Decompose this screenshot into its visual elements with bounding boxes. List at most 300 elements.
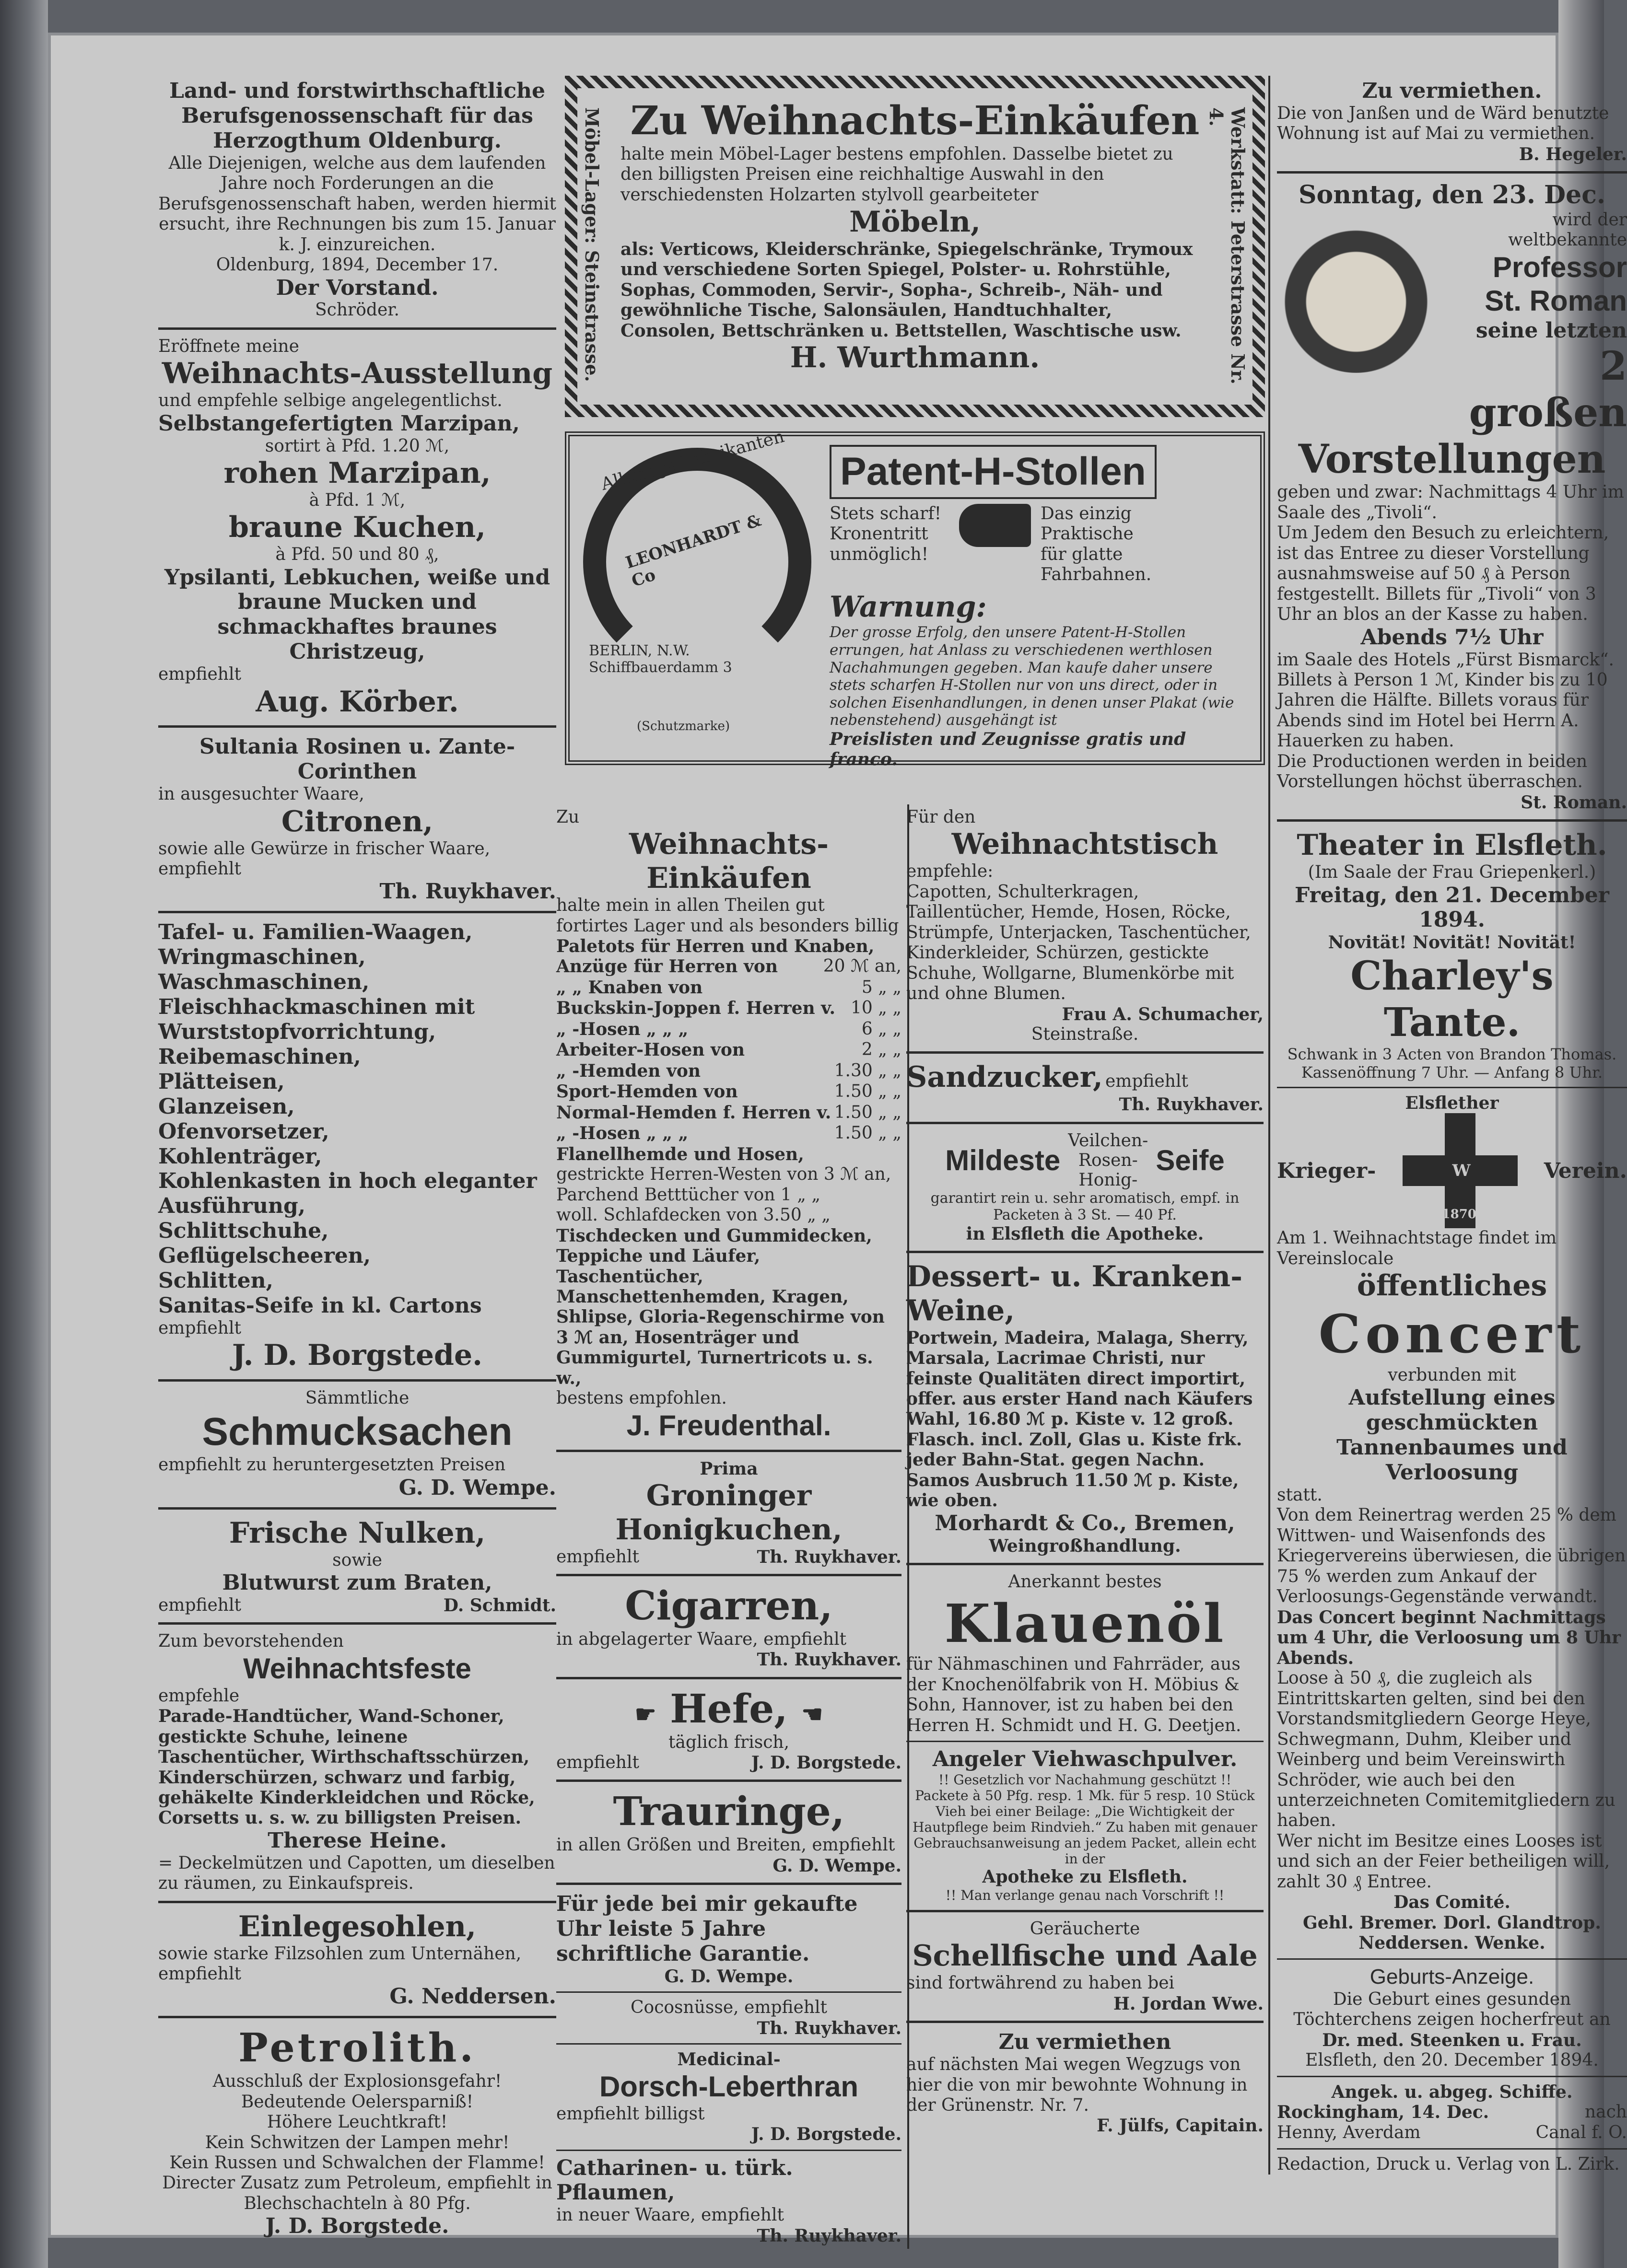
item: Geflügelscheeren, [158,1244,371,1268]
divider [906,1563,1264,1565]
price-row [556,1123,901,1144]
ad-signature: J. D. Borgstede. [751,1753,901,1773]
price-item: Arbeiter-Hosen von [556,1040,745,1060]
ad-neddersen [158,1910,556,2010]
ad-line: Höhere Leuchtkraft! [267,2112,448,2132]
price-row [556,998,901,1019]
ad-headline: Sonntag, den 23. Dec. [1299,180,1605,210]
ad-headline: Schmucksachen [202,1409,513,1454]
ad-uhr-garantie [556,1892,901,1987]
ad-signature: Steinstraße. [1031,1024,1139,1045]
ad-line: Sämmtliche [305,1388,410,1408]
price-item: Sport-Hemden von [556,1082,738,1102]
ad-line: Apotheke zu Elsfleth. [982,1867,1188,1887]
ad-headline: rohen Marzipan, [223,456,491,490]
item: Fleischhackmaschinen mit Wurststopfvorrichtung, [158,995,475,1044]
ad-line [556,1547,901,1567]
ad-headline: Selbstangefertigten Marzipan, [158,411,520,436]
ad-line: Novität! Novität! Novität! [1328,932,1576,953]
ad-trauringe [556,1789,901,1876]
ad-headline: öffentliches [1357,1269,1547,1303]
item: Sanitas-Seife in kl. Cartons [158,1293,482,1318]
ad-signature: Schröder. [315,300,399,320]
pointing-hand-icon: ☛ [634,1699,656,1728]
ad-headline: Seife [1156,1144,1225,1176]
ad-line: verbunden mit [1388,1365,1516,1385]
divider [1277,171,1627,174]
ad-line: Paletots für Herren und Knaben, [556,936,875,956]
ad-headline: Weihnachtstisch [951,827,1218,861]
ad-headline: Weihnachtsfeste [243,1652,471,1685]
ad-hefe [556,1686,901,1773]
ad-line: empfiehlt [158,664,241,685]
ad-headline: Weihnachts-Ausstellung [162,357,553,391]
ad-line: sowie alle Gewürze in frischer Waare, empfiehlt [158,838,491,879]
ad-signature: H. Wurthmann. [790,341,1040,375]
ad-headline: Vorstellungen [1298,436,1606,482]
price-row [556,1019,901,1040]
price-value: 20 ℳ an, [823,956,901,977]
ad-signature: J. D. Borgstede. [751,2124,901,2145]
divider [158,1901,556,1903]
ad-honigkuchen [556,1459,901,1568]
ad-petrolith [158,2025,556,2239]
ad-line: Bedeutende Oelersparniß! [241,2092,474,2112]
ad-signature: F. Jülfs, Capitain. [1097,2116,1264,2136]
ad-headline: Für jede bei mir gekaufte Uhr leiste 5 Jahre schriftliche Garantie. [556,1892,858,1966]
ad-line: gestrickte Herren-Westen von 3 ℳ an, [556,1164,891,1185]
ad-body: Von dem Reinertrag werden 25 % dem Wittwen- und Waisenfonds des Kriegervereins überwiesen, die übrigen 75 % werden zum Ankauf der Verloosungs-Gegenstände verwandt. [1277,1505,1626,1607]
price-value: 1.50 „ „ [834,1082,901,1102]
ship-name: Henny, Averdam [1277,2123,1421,2143]
divider [158,911,556,913]
seife-heading [906,1131,1264,1190]
brand-name: LEONHARDT & Co [623,511,764,591]
ad-seife [906,1131,1264,1244]
ad-schumacher [906,807,1264,1045]
shipping-news [1277,2082,1627,2143]
ad-line: halte mein in allen Theilen gut fortirtes Lager und als besonders billig [556,896,899,936]
divider [158,1379,556,1382]
newspaper-page [48,33,1627,2246]
krieger-heading [1277,1113,1627,1228]
ad-body: Die Productionen werden in beiden Vorstellungen höchst überraschen. [1277,751,1588,792]
divider [1277,2148,1627,2150]
ad-line: Elsfleth, den 20. December 1894. [1305,2050,1599,2070]
ad-body: Das Concert beginnt Nachmittags um 4 Uhr, die Verloosung um 8 Uhr Abends. [1277,1607,1621,1668]
ad-headline: Geburts-Anzeige. [1369,1965,1534,1989]
ad-headline: Mildeste [945,1144,1061,1176]
ad-line: Geräucherte [1030,1919,1140,1939]
price-row [556,1061,901,1082]
ad-signature: Th. Ruykhaver. [757,1650,901,1670]
ad-headline: Angek. u. abgeg. Schiffe. [1331,2082,1573,2102]
ad-line: Parchend Betttücher von 1 „ „ [556,1185,820,1205]
ad-body: Portwein, Madeira, Malaga, Sherry, Marsala, Lacrimae Christi, nur feinste Qualitäten direct importirt, offer. aus erster Hand nach Käufers Wahl, 16.80 ℳ p. Kiste v. 12 groß. Flasch. incl. Zoll, Glas u. Kiste frk. jeder Bahn-Stat. gegen Nachn. Samos Ausbruch 11.50 ℳ p. Kiste, wie oben. [906,1327,1253,1511]
ad-line: Weingroßhandlung. [989,1535,1181,1556]
ad-line: BERLIN, N.W. Schiffbauerdamm 3 [589,642,732,676]
ad-line: Preislisten und Zeugnisse gratis und franco. [830,729,1186,770]
ad-line: empfiehlt [158,1318,241,1338]
divider [906,1122,1264,1124]
divider [158,1507,556,1510]
ad-wempe-schmuck [158,1388,556,1500]
ad-line: empfiehlt [158,1595,241,1615]
price-row [556,1103,901,1123]
divider [1277,819,1627,822]
ad-line: in ausgesuchter Waare, [158,784,364,804]
ad-signature: Dr. med. Steenken u. Frau. [1322,2030,1582,2050]
ad-body: halte mein Möbel-Lager bestens empfohlen. Dasselbe bietet zu den billigsten Preisen eine reichhaltige Auswahl in den verschiedensten Holzarten stylvoll gearbeiteter [620,144,1173,205]
ad-line: Directer Zusatz zum Petroleum, empfiehlt in Blechschachteln à 80 Pfg. [162,2173,552,2213]
price-value: 6 „ „ [861,1019,901,1039]
ad-headline: Sandzucker, [906,1060,1103,1094]
ad-headline: Angeler Viehwaschpulver. [932,1747,1238,1772]
ad-headline: Sultania Rosinen u. Zante-Corinthen [199,734,515,784]
ad-line: Ypsilanti, Lebkuchen, weiße und braune Mucken und schmackhaftes braunes Christzeug, [164,565,550,664]
ad-line: Prima [700,1458,758,1479]
seife-kinds [1068,1131,1148,1190]
ad-line: (Schutzmarke) [637,719,730,733]
ad-headline: Cigarren, [625,1583,833,1629]
ad-kriegerverein [1277,1093,1627,1954]
ad-schmidt-nulken [158,1516,556,1616]
item: Plätteisen, [158,1069,285,1094]
ad-signature: G. D. Wempe. [664,1966,794,1987]
ad-ruykhaver-rosinen [158,734,556,904]
ad-line: empfehle: [906,861,994,882]
ad-line: Cocosnüsse, empfiehlt [630,1998,827,2018]
imprint: Redaction, Druck u. Verlag von L. Zirk. [1277,2154,1620,2174]
column-3 [1268,76,1627,2175]
divider [1277,2076,1627,2077]
ad-berufsgenossenschaft [158,79,556,321]
divider [158,1622,556,1625]
ad-line: (Im Saale der Frau Griepenkerl.) [1308,862,1596,883]
price-table [556,956,901,1144]
iron-cross-icon [1403,1113,1518,1228]
ad-headline: Schellfische und Aale [912,1939,1258,1973]
ad-signature: Gehl. Bremer. Dorl. Glandtrop. Neddersen. Wenke. [1303,1912,1601,1954]
ad-cocosnuesse [556,1998,901,2038]
ad-body: Loose à 50 ₰, die zugleich als Eintrittskarten gelten, sind bei den Vorstandsmitgliedern George Heye, Schwegmann, Duhm, Kleiber und Weinberg und beim Vereinswirth Schröder, wie auch bei den unterzeichneten Comitemitgliedern zu haben. [1277,1668,1615,1831]
ad-line: wird der weltbekannte [1508,209,1627,250]
column-2a [556,804,909,2249]
price-item: Normal-Hemden f. Herren v. [556,1102,831,1123]
ad-headline: Zu Weihnachts-Einkäufen [630,98,1200,144]
ad-headline: Einlegesohlen, [238,1909,477,1943]
divider [556,1991,901,1993]
ad-line: woll. Schlafdecken von 3.50 „ „ [556,1205,831,1225]
ad-headline: Zu vermiethen. [1362,79,1542,103]
ad-headline: Blutwurst zum Braten, [222,1570,492,1595]
ad-signature: G. D. Wempe. [398,1475,556,1500]
ad-signature: Frau A. Schumacher, [1062,1004,1264,1024]
price-value: 1.30 „ „ [834,1060,901,1081]
divider [556,2150,901,2151]
portrait-illustration [1277,215,1435,373]
ad-line: empfiehlt [1105,1071,1188,1092]
ad-leonhardt [565,426,1265,770]
ad-line: sowie [332,1550,382,1570]
price-value: 1.50 „ „ [834,1123,901,1143]
ad-line: empfiehlt [556,1547,639,1567]
ad-geburt [1277,1965,1627,2071]
price-row [556,956,901,977]
ad-line: in neuer Waare, empfiehlt [556,2205,784,2225]
ad-line: sowie starke Filzsohlen zum Unternähen, empfiehlt [158,1943,522,1984]
ad-line: bestens empfohlen. [556,1388,727,1408]
ad-viehwaschpulver [906,1747,1264,1903]
divider [906,1741,1264,1742]
ad-line: Flanellhemde und Hosen, [556,1144,804,1164]
divider [158,2016,556,2018]
ad-headline: 2 großen [1469,343,1627,436]
side-label: Werkstatt: Peterstrasse Nr. 4. [1206,107,1249,384]
ad-headline: Möbeln, [849,205,981,239]
divider [556,1780,901,1782]
ad-line: empfiehlt zu heruntergesetzten Preisen [158,1455,506,1475]
ad-body: Die Geburt eines gesunden Töchterchens zeigen hocherfreut an [1293,1989,1611,2030]
ad-line: = Deckelmützen und Capotten, um dieselben zu räumen, zu Einkaufspreis. [158,1853,555,1894]
ad-line [556,1753,901,1773]
ad-headline: Catharinen- u. türk. Pflaumen, [556,2155,793,2205]
ad-sandzucker [906,1060,1264,1115]
divider [158,327,556,330]
ad-line: à Pfd. 50 und 80 ₰, [275,545,439,565]
ship-destination: Canal f. O. [1535,2123,1627,2143]
ad-headline: St. Roman [1485,285,1627,317]
ad-line: Honig- [1078,1170,1138,1190]
ad-body: auf nächsten Mai wegen Wegzugs von hier die von mir bewohnte Wohnung in der Grünenstr. Nr. 7. [906,2055,1248,2115]
ad-headline: Charley's Tante. [1350,953,1554,1046]
ad-body: Der grosse Erfolg, den unsere Patent-H-Stollen errungen, hat Anlass zu verschiedenen werthlosen Nachahmungen gegeben. Man kaufe daher unsere stets scharfen H-Stollen nur von uns direct, oder in solchen Eisenhandlungen, in denen unser Plakat (wie nebenstehend) ausgehängt ist [830,624,1234,729]
divider [556,1574,901,1576]
ad-borgstede-haushalt [158,920,556,1372]
ad-headline: Professor [1492,251,1627,283]
price-item: Anzüge für Herren von [556,956,778,977]
price-value: 2 „ „ [861,1040,901,1060]
ad-headline: Citronen, [281,804,433,838]
ad-headline: Verein. [1544,1158,1627,1183]
ad-st-roman [1277,180,1627,813]
ad-signature: Th. Ruykhaver. [757,2225,901,2246]
item: Reibemaschinen, [158,1044,361,1069]
ad-signature: Der Vorstand. [276,275,439,300]
ad-body: Parade-Handtücher, Wand-Schoner, gestickte Schuhe, leinene Taschentücher, Wirthschaftsschürzen, Kinderschürzen, schwarz und farbig, gehäkelte Kinderkleidchen und Röcke, Corsetts u. s. w. zu billigsten Preisen. [158,1706,535,1828]
ad-headline: Aufstellung eines geschmückten Tannenbaumes und Verloosung [1336,1385,1568,1485]
ad-headline: Dorsch-Leberthran [599,2070,859,2103]
ad-line: Schwank in 3 Acten von Brandon Thomas. [1287,1045,1617,1064]
divider [158,725,556,728]
ad-line: Für den [906,807,976,827]
ad-line: Veilchen- [1068,1130,1148,1151]
ad-headline: Hefe, [670,1686,788,1732]
ad-body: Alle Diejenigen, welche aus dem laufenden Jahre noch Forderungen an die Berufsgenossenschaft haben, werden hiermit ersucht, ihre Rechnungen bis zum 15. Januar k. J. einzureichen. [158,153,556,255]
item: Waschmaschinen, [158,970,370,995]
ad-line: Eröffnete meine [158,336,299,356]
ad-headline: Weihnachts-Einkäufen [629,827,829,896]
divider [906,1051,1264,1054]
ad-headline: Klauenöl [944,1592,1226,1654]
ad-pflaumen [556,2156,901,2246]
ad-signature: Aug. Körber. [256,685,459,719]
ad-headline: Warnung: [830,590,987,624]
ad-signature: Th. Ruykhaver. [379,879,556,904]
price-value: 10 „ „ [851,998,901,1018]
ad-line: garantirt rein u. sehr aromatisch, empf. in Packeten à 3 St. — 40 Pf. [930,1189,1240,1224]
ad-line: !! Man verlange genau nach Vorschrift !! [945,1887,1225,1903]
ad-line: Zu [556,807,580,827]
ad-line: im Saale des Hotels „Fürst Bismarck“. [1277,650,1614,670]
ad-signature: Therese Heine. [268,1828,447,1853]
ad-line: Zum bevorstehenden [158,1631,344,1652]
ad-headline: Theater in Elsfleth. [1297,828,1607,862]
ad-signature: Th. Ruykhaver. [757,2018,901,2038]
ad-headline: braune Kuchen, [228,511,486,545]
ship-port: Rockingham, 14. Dec. [1277,2102,1489,2122]
ad-headline: Patent-H-Stollen [830,445,1157,499]
ad-line: à Pfd. 1 ℳ, [309,490,406,510]
item: Glanzeisen, [158,1094,295,1119]
ad-leberthran [556,2049,901,2144]
ad-line: täglich frisch, [668,1732,790,1752]
ad-body: Tischdecken und Gummidecken, Teppiche und Läufer, Taschentücher, Manschettenhemden, Kragen, Shlipse, Gloria-Regenschirme von 3 ℳ an, Hosenträger und Gummigurtel, Turnertricots u. s. w., [556,1225,885,1388]
ad-juelfs [906,2030,1264,2136]
ad-headline: Petrolith. [238,2025,476,2071]
cross-letter: W [1452,1161,1471,1181]
price-item: „ -Hemden von [556,1060,701,1081]
ad-line: und empfehle selbige angelegentlichst. [158,391,503,411]
ad-line [1277,2123,1627,2143]
price-row [556,1082,901,1102]
ad-line: empfiehlt billigst [556,2104,705,2124]
ad-line: Kein Russen und Schwalchen der Flamme! [169,2153,545,2173]
ad-line: sortirt à Pfd. 1.20 ℳ, [265,436,450,456]
pointing-hand-icon: ☚ [801,1699,823,1728]
ad-line [1277,2102,1627,2123]
ad-line: Elsflether [1405,1093,1499,1113]
ad-morhardt [906,1260,1264,1556]
ad-line: Das einzig Praktische für glatte Fahrbahnen. [1041,503,1152,585]
divider [906,2021,1264,2023]
ad-line: Rosen- [1078,1150,1138,1170]
ad-body: für Nähmaschinen und Fahrräder, aus der Knochenölfabrik von H. Möbius & Sohn, Hannover, ist zu haben bei den Herren H. Schmidt und H. G. Deetjen. [906,1654,1241,1735]
book-spine [0,0,48,2268]
cross-year: 1870 [1441,1207,1476,1222]
ad-headline: Krieger- [1277,1158,1376,1183]
column-1 [158,76,556,2242]
item: Kohlenträger, [158,1144,322,1169]
ad-freudenthal [556,807,901,1443]
item: Wringmaschinen, [158,945,366,970]
ad-line: Alleinige Fabrikanten [599,426,786,495]
ad-line: empfehle [158,1686,240,1706]
ad-line: in Elsfleth die Apotheke. [966,1223,1204,1244]
price-item: „ -Hosen „ „ „ [556,1019,689,1039]
divider [1277,1958,1627,1960]
ad-signature: J. D. Borgstede. [232,1338,483,1372]
ship-direction: nach [1585,2102,1627,2122]
ad-signature: Das Comité. [1393,1892,1510,1913]
ad-heine [158,1631,556,1894]
ad-dateline: Oldenburg, 1894, December 17. [216,255,499,275]
ad-line: !! Gesetzlich vor Nachahmung geschützt !! [938,1772,1232,1788]
ad-headline: Frische Nulken, [229,1516,486,1550]
ad-hegeler [1277,79,1627,164]
ad-jordan [906,1919,1264,2014]
leonhardt-text [830,445,1250,770]
item: Kohlenkasten in hoch eleganter Ausführung, [158,1169,537,1219]
ad-line: Ausschluß der Explosionsgefahr! [212,2071,502,2092]
ad-body: Die von Janßen und de Wärd benutzte Wohnung ist auf Mai zu vermiethen. [1277,103,1609,144]
item: Schlitten, [158,1268,273,1293]
price-row [556,1040,901,1060]
divider [1277,1087,1627,1088]
ad-signature: Th. Ruykhaver. [757,1547,901,1567]
ad-title: Land- und forstwirthschaftliche Berufsgenossenschaft für das Herzogthum Oldenburg. [169,79,545,153]
column-2b [906,804,1264,2139]
ad-line: statt. [1277,1485,1323,1505]
ad-body: Wer nicht im Besitze eines Looses ist und sich an der Feier betheiligen will, zahlt 30 ₰ Entree. [1277,1831,1610,1892]
ad-line [158,1595,556,1616]
ad-signature: G. D. Wempe. [773,1855,901,1876]
ad-line: Anerkannt bestes [1008,1572,1162,1592]
ad-signature: H. Jordan Wwe. [1113,1993,1264,2014]
ad-line: geben und zwar: Nachmittags 4 Uhr im Saale des „Tivoli“. [1277,482,1624,523]
ad-body: Packete à 50 Pfg. resp. 1 Mk. für 5 resp. 10 Stück Vieh bei einer Beilage: „Die Wichtigkeit der Hautpflege beim Rindvieh.“ Zu haben mit genauer Gebrauchsanweisung an jedem Packet, allein echt in der [913,1788,1257,1867]
ad-line: in abgelagerter Waare, empfiehlt [556,1629,847,1649]
price-value: 1.50 „ „ [834,1102,901,1122]
ad-body: Capotten, Schulterkragen, Taillentücher, Hemde, Hosen, Röcke, Strümpfe, Unterjacken, Taschentücher, Kinderkleider, Schürzen, gestickte Schuhe, Wollgarne, Blumenkörbe mit und ohne Blumen. [906,882,1251,1004]
ad-line: seine letzten [1475,318,1627,343]
price-item: „ „ Knaben von [556,977,703,998]
item: Tafel- u. Familien-Waagen, [158,920,473,945]
ad-signature: G. Neddersen. [389,1984,556,2009]
ad-theater [1277,828,1627,1082]
ad-headline: Dessert- u. Kranken-Weine, [906,1260,1242,1327]
divider [556,1677,901,1679]
ad-koerber [158,337,556,719]
divider [906,1910,1264,1912]
ad-headline: Groninger Honigkuchen, [615,1479,843,1547]
divider [556,2043,901,2045]
ad-line: Freitag, den 21. December 1894. [1295,883,1609,932]
ad-cigarren [556,1583,901,1670]
ad-line: in allen Größen und Breiten, empfiehlt [556,1835,895,1855]
ad-wurthmann [565,76,1265,417]
item: Schlittschuhe, [158,1219,329,1244]
ad-body: Billets à Person 1 ℳ, Kinder bis zu 10 Jahren die Hälfte. Billets voraus für Abends sind im Hotel bei Herrn A. Hauerken zu haben. [1277,670,1608,751]
ad-line: Medicinal- [677,2049,781,2070]
ad-body: Um Jedem den Besuch zu erleichtern, ist das Entree zu dieser Vorstellung ausnahmsweise auf 50 ₰ à Person festgestellt. Billets für „Tivoli“ von 3 Uhr an blos an der Kasse zu haben. [1277,523,1609,625]
price-item: „ -Hosen „ „ „ [556,1123,689,1144]
ad-signature: B. Hegeler. [1519,144,1627,164]
ad-line: empfiehlt [556,1753,639,1773]
ad-line: Stets scharf! Kronentritt unmöglich! [830,503,942,564]
ad-signature: J. D. Borgstede. [265,2214,449,2239]
price-item: Buckskin-Joppen f. Herren v. [556,998,836,1019]
ad-line: Am 1. Weihnachtstage findet im Vereinslocale [1277,1228,1557,1268]
divider [906,1251,1264,1253]
ad-signature: Morhardt & Co., Bremen, [935,1511,1235,1535]
side-label: Möbel-Lager: Steinstrasse. [581,107,603,382]
ad-line: Kein Schwitzen der Lampen mehr! [205,2132,510,2152]
ad-line: sind fortwährend zu haben bei [906,1973,1175,1993]
price-value: 5 „ „ [861,977,901,997]
ad-signature: St. Roman. [1521,792,1627,813]
ad-headline: Abends 7½ Uhr [1360,625,1544,650]
